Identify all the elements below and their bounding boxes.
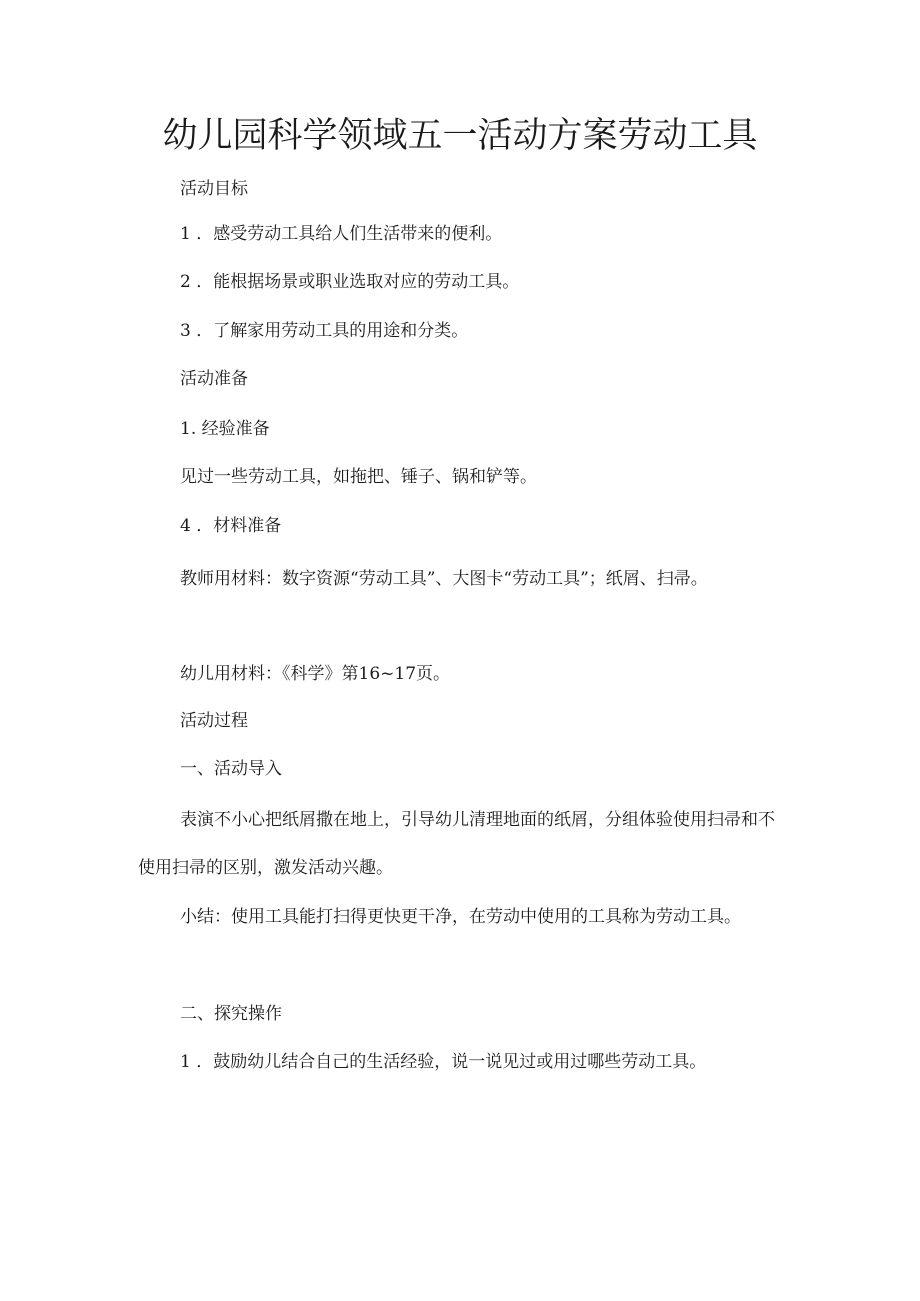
goal-item-1: 1 ．感受劳动工具给人们生活带来的便利。: [180, 224, 503, 244]
process-step-explore: 二、探究操作: [180, 1004, 282, 1024]
teacher-materials-text: 教师用材料：数字资源“劳动工具”、大图卡“劳动工具”；纸屑、扫帚。: [180, 569, 708, 589]
child-materials-text: 幼儿用材料：《科学》第16~17页。: [180, 664, 451, 684]
prep-item-experience: 1. 经验准备: [180, 419, 270, 439]
goal-item-3: 3 ．了解家用劳动工具的用途和分类。: [180, 321, 469, 341]
process-step-intro: 一、活动导入: [180, 759, 282, 779]
prep-item-materials: 4 ．材料准备: [180, 516, 282, 536]
section-heading-preparation: 活动准备: [180, 369, 248, 389]
section-heading-goals: 活动目标: [180, 179, 248, 199]
document-title: 幼儿园科学领域五一活动方案劳动工具: [162, 116, 758, 156]
summary-text: 小结：使用工具能打扫得更快更干净，在劳动中使用的工具称为劳动工具。: [180, 907, 741, 927]
section-heading-process: 活动过程: [180, 711, 248, 731]
intro-text: 表演不小心把纸屑撒在地上，引导幼儿清理地面的纸屑，分组体验使用扫帚和不使用扫帚的区别，激发活动兴趣。: [138, 810, 775, 878]
prep-experience-text: 见过一些劳动工具，如拖把、锤子、锅和铲等。: [180, 467, 537, 487]
explore-item-1: 1 ．鼓励幼儿结合自己的生活经验，说一说见过或用过哪些劳动工具。: [180, 1052, 707, 1072]
goal-item-2: 2 ．能根据场景或职业选取对应的劳动工具。: [180, 272, 520, 292]
